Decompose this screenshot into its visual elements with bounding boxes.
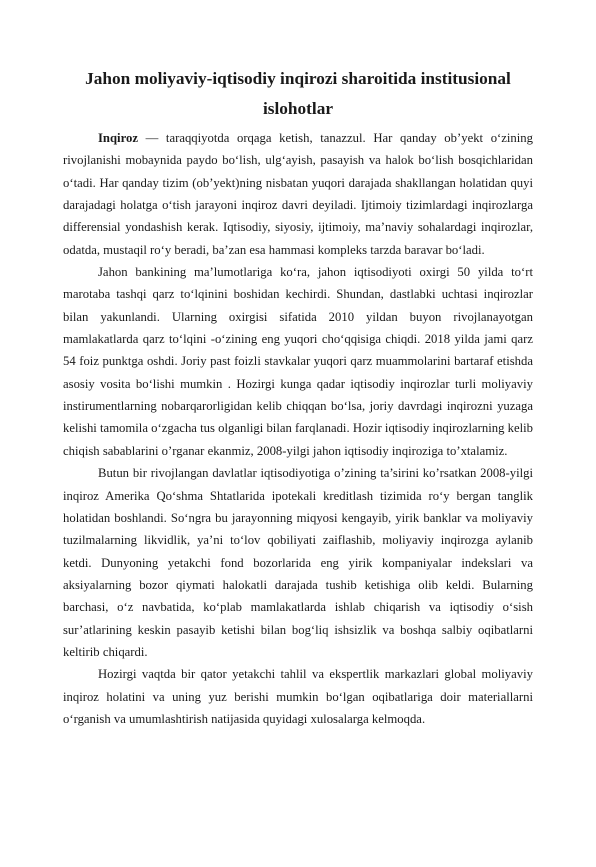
paragraph-text: Hozirgi vaqtda bir qator yetakchi tahlil va ekspertlik markazlari global moliyaviy inqiroz holatini va uning yuz berishi mumkin bo‘lgan oqibatlariga doir materiallarni o‘rganish va umumlashtirish natijasida quyidagi xulosalarga kelmoqda. [63, 667, 533, 726]
paragraph-conclusions [63, 663, 533, 730]
document-title: Jahon moliyaviy-iqtisodiy inqirozi sharoitida institusional islohotlar [85, 69, 511, 118]
paragraph-text: Jahon bankining ma’lumotlariga ko‘ra, jahon iqtisodiyoti oxirgi 50 yilda to‘rt marotaba tashqi qarz to‘lqinini boshidan kechirdi. Shundan, dastlabki uchtasi inqirozlar bilan yakunlandi. Ularning oxirgisi sifatida 2010 yildan buyon rivojlanayotgan mamlakatlarda qarz to‘lqini -o‘zining eng yuqori cho‘qqisiga chiqdi. 2018 yilda jami qarz 54 foiz punktga oshdi. Joriy past foizli stavkalar yuqori qarz muammolarini bartaraf etishda asosiy vosita bo‘lishi mumkin . Hozirgi kunga qadar iqtisodiy inqirozlar turli moliyaviy instirumentlarning nobarqarorligidan kelib chiqqan bo‘lsa, joriy davrdagi inqirozni yuzaga kelishi tamomila o‘zgacha tus olganligi bilan farqlanadi. Hozir iqtisodiy inqirozlarning kelib chiqish sabablarini o’rganar ekanmiz, 2008-yilgi jahon iqtisodiy inqiroziga to’xtalamiz. [63, 265, 533, 458]
paragraph-world-bank [63, 261, 533, 462]
paragraph-inqiroz-definition [63, 127, 533, 261]
paragraph-text: Butun bir rivojlangan davlatlar iqtisodiyotiga o’zining ta’sirini ko’rsatkan 2008-yilgi inqiroz Amerika Qo‘shma Shtatlarida ipotekali kreditlash tizimida ro‘y bergan tanglik holatidan boshlandi. So‘ngra bu jarayonning miqyosi kengayib, yirik banklar va moliyaviy tuzilmalarning likvidlik, ya’ni to‘lov qobiliyati zaiflashib, moliyaviy inqirozga aylanib ketdi. Dunyoning yetakchi fond bozorlarida eng yirik kompaniyalar indekslari va aksiyalarning bozor qiymati halokatli darajada tushib ketishiga olib keldi. Bularning barchasi, o‘z navbatida, ko‘plab mamlakatlarda ishlab chiqarish va iqtisodiy o‘sish sur’atlarining keskin pasayib ketishi bilan bog‘liq ishsizlik va boshqa salbiy oqibatlarni keltirib chiqardi. [63, 466, 533, 659]
paragraph-lead-term: Inqiroz [98, 131, 138, 145]
document-page [63, 64, 533, 730]
paragraph-2008-crisis [63, 462, 533, 663]
paragraph-text: — taraqqiyotda orqaga ketish, tanazzul. Har qanday ob’yekt o‘zining rivojlanishi mobaynida paydo bo‘lish, ulg‘ayish, pasayish va halok bo‘lish bosqichlaridan o‘tadi. Har qanday tizim (ob’yekt)ning nisbatan yuqori darajada shakllangan holatidan quyi darajadagi holatga o‘tish jarayoni inqiroz davri deyiladi. Ijtimoiy tizimlardagi inqirozlarga differensial yondashish kerak. Iqtisodiy, siyosiy, ijtimoiy, ma’naviy sohalardagi inqirozlar, odatda, mustaqil ro‘y beradi, ba’zan esa hammasi kompleks tarzda baravar bo‘ladi. [63, 131, 533, 257]
